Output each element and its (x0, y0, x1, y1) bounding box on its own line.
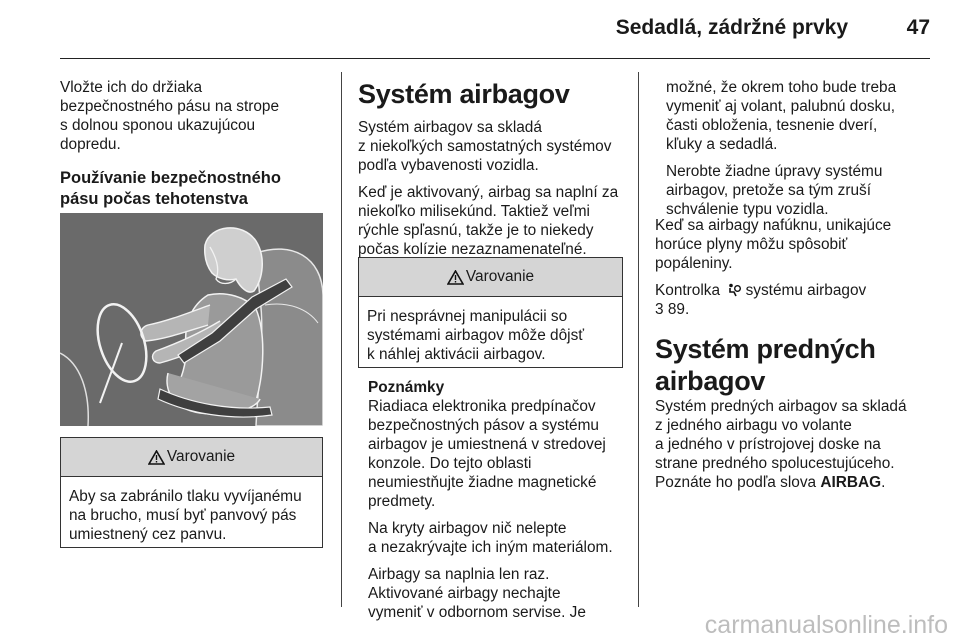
column-3-notes-cont (666, 78, 936, 227)
airbag-indicator-icon (727, 283, 741, 297)
warning-triangle-icon (148, 450, 165, 465)
indicator-text: systému airbagov (745, 282, 867, 299)
column-3-text (655, 216, 937, 500)
intro-paragraph: Vložte ich do držiaka bezpečnostného pásu na strope s dolnou sponou ukazujúcou dopredu. (60, 79, 280, 153)
column-divider-1 (341, 72, 342, 607)
indicator-paragraph (655, 281, 937, 300)
notes-continued-paragraph: možné, že okrem toho bude treba vymeniť aj volant, palubnú dosku, časti obloženia, tesnenie dverí, kľuky a sedadlá. (666, 79, 897, 153)
column-divider-2 (638, 72, 639, 607)
header-rule (60, 58, 930, 59)
notes-modifications-paragraph: Nerobte žiadne úpravy systému airbagov, pretože sa tým zruší schválenie typu vozidla. (666, 163, 883, 218)
warning-box-pregnancy (60, 437, 323, 548)
section-heading-airbag-system: Systém airbagov (358, 79, 570, 109)
running-header-title: Sedadlá, zádržné prvky (615, 16, 848, 39)
watermark-text: carmanualsonline.info (704, 611, 948, 639)
airbag-intro-paragraph: Systém airbagov sa skladá z niekoľkých samostatných systémov podľa vybavenosti vozidla. (358, 119, 612, 174)
warning-text: Aby sa zabránilo tlaku vyvíjanému na brucho, musí byť panvový pás umiestnený cez panvu. (69, 488, 302, 543)
notes-paragraph-replace: Airbagy sa naplnia len raz. Aktivované airbagy nechajte vymeniť v odbornom servise. Je (368, 566, 586, 621)
notes-block (368, 378, 633, 630)
front-airbag-text: Systém predných airbagov sa skladá z jedného airbagu vo volante a jedného v prístrojovej doske na strane predného spolucestujúceho. Poznáte ho podľa slova (655, 398, 907, 491)
period: . (881, 474, 886, 491)
notes-label: Poznámky (368, 379, 445, 396)
column-1-text (60, 78, 330, 218)
notes-paragraph-electronics: Riadiaca elektronika predpínačov bezpečnostných pásov a systému airbagov je umiestnená v stredovej konzole. Do tejto oblasti neumiestňujte žiadne magnetické predmety. (368, 398, 606, 510)
warning-box-header (61, 438, 322, 477)
column-2-text (358, 78, 630, 267)
warning-title: Varovanie (166, 448, 236, 465)
notes-paragraph-covers: Na kryty airbagov nič nelepte a nezakrývajte ich iným materiálom. (368, 520, 613, 556)
section-heading-front-airbag: Systém predných airbagov (655, 334, 876, 396)
warning-text: Pri nesprávnej manipulácii so systémami airbagov môže dôjsť k náhlej aktivácii airbagov. (367, 308, 585, 363)
warning-box-header (359, 258, 622, 297)
page-reference[interactable]: 3 89. (655, 301, 690, 318)
page-number: 47 (906, 16, 930, 39)
front-airbag-paragraph (655, 397, 937, 492)
indicator-label: Kontrolka (655, 282, 721, 299)
warning-triangle-icon (447, 270, 464, 285)
warning-box-airbag (358, 257, 623, 368)
seatbelt-pregnancy-drawing (60, 213, 323, 426)
hot-gases-paragraph: Keď sa airbagy nafúknu, unikajúce horúce plyny môžu spôsobiť popáleniny. (655, 217, 892, 272)
pregnant-driver-illustration (60, 213, 323, 426)
subheading-pregnancy: Používanie bezpečnostného pásu počas tehotenstva (60, 169, 281, 208)
airbag-activation-paragraph: Keď je aktivovaný, airbag sa naplní za niekoľko milisekúnd. Taktiež veľmi rýchle spľasnú, takže je to niekedy počas kolízie nezaznamenateľné. (358, 184, 619, 258)
airbag-word: AIRBAG (820, 474, 882, 491)
warning-title: Varovanie (465, 268, 535, 285)
